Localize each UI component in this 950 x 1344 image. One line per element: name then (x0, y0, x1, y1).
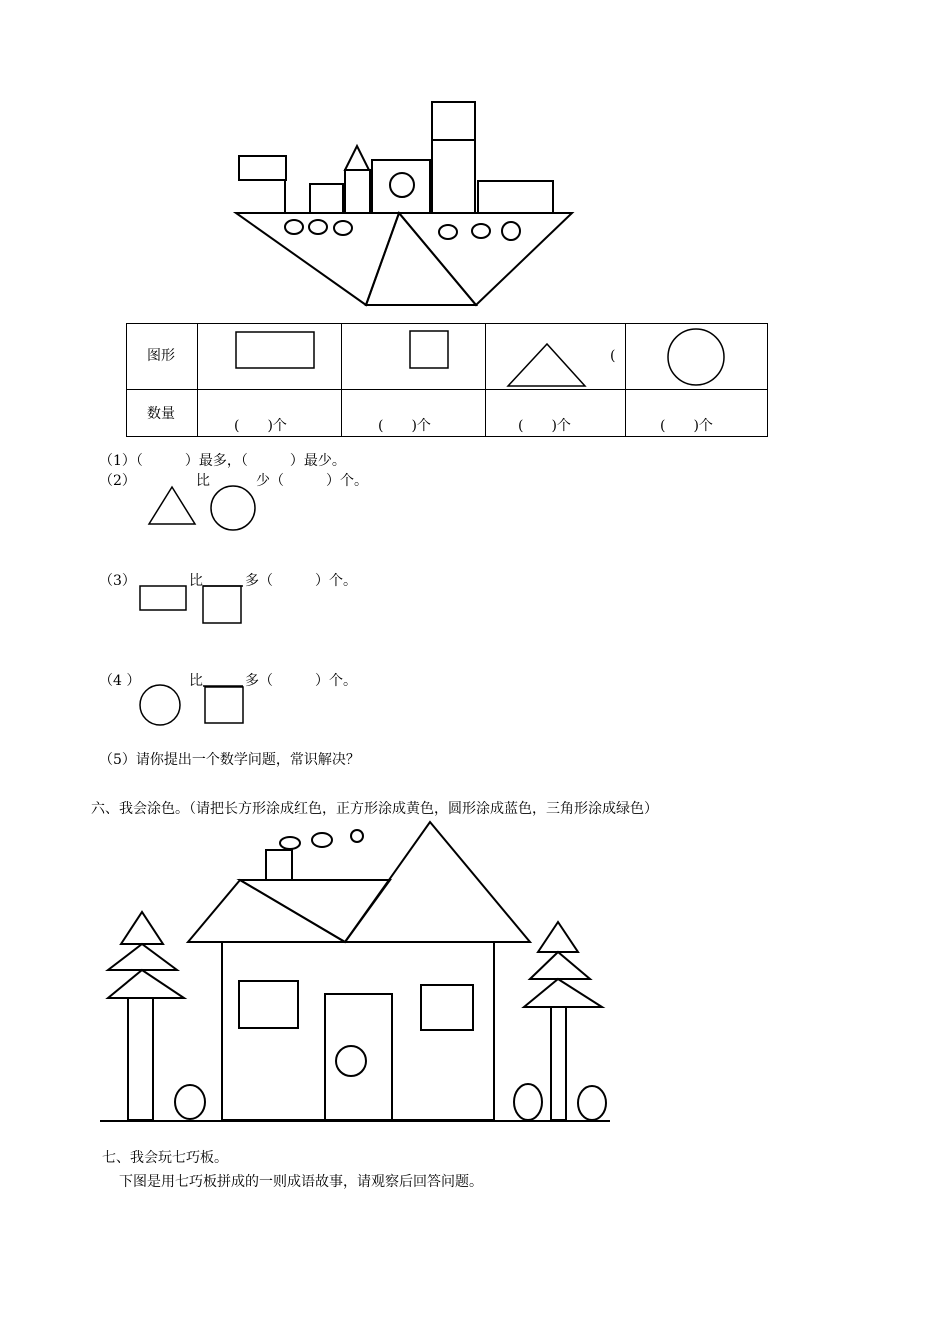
count-blank[interactable]: ( )个 (234, 418, 287, 434)
house-window-right (421, 985, 473, 1030)
table-header-shape-label: 图形 (147, 348, 175, 364)
bush-circle-left (175, 1085, 205, 1119)
question-5: （5）请你提出一个数学问题，常识解决？ (99, 752, 360, 768)
house-window-left (239, 981, 298, 1028)
question-4-bi: 比 (189, 673, 203, 689)
question-2-tail: 少（ ）个。 (256, 473, 368, 489)
table-header-count-label: 数量 (147, 406, 175, 422)
bush-oval-right (578, 1086, 606, 1120)
bush-oval-middle (514, 1084, 542, 1120)
tree-left-mid (108, 944, 177, 970)
triangle-cell-paren: ( (610, 348, 616, 364)
question-3-tail: 多（ ）个。 (245, 573, 357, 589)
smoke-oval (351, 830, 363, 842)
tree-right-trunk (551, 1007, 566, 1120)
count-blank[interactable]: ( )个 (518, 418, 571, 434)
question-2-bi: 比 (196, 473, 210, 489)
door-circle (336, 1046, 366, 1076)
tree-left-trunk (128, 998, 153, 1120)
question-3-number: （3） (99, 573, 136, 589)
question-4-tail: 多（ ）个。 (245, 673, 357, 689)
section7-description: 下图是用七巧板拼成的一则成语故事，请观察后回答问题。 (119, 1174, 483, 1190)
house-door (325, 994, 392, 1120)
chimney-rect (266, 850, 292, 880)
tree-right-top (538, 922, 578, 952)
tree-right-bottom (524, 979, 602, 1007)
tree-right-mid (530, 952, 590, 979)
roof-triangle-right (345, 822, 530, 942)
question-3-bi: 比 (189, 573, 203, 589)
roof-triangle-left (188, 880, 345, 942)
section7-title: 七、我会玩七巧板。 (102, 1150, 228, 1166)
smoke-oval (280, 837, 300, 849)
tree-left-top (121, 912, 163, 944)
question-4-number: （4 ） (99, 673, 141, 689)
section6-title: 六、我会涂色。（请把长方形涂成红色，正方形涂成黄色，圆形涂成蓝色，三角形涂成绿色） (91, 801, 658, 817)
question-1: （1）（ ）最多，（ ）最少。 (99, 453, 346, 469)
tree-left-bottom (108, 970, 184, 998)
count-blank[interactable]: ( )个 (660, 418, 713, 434)
question-2-number: （2） (99, 473, 136, 489)
smoke-oval (312, 833, 332, 847)
count-blank[interactable]: ( )个 (378, 418, 431, 434)
